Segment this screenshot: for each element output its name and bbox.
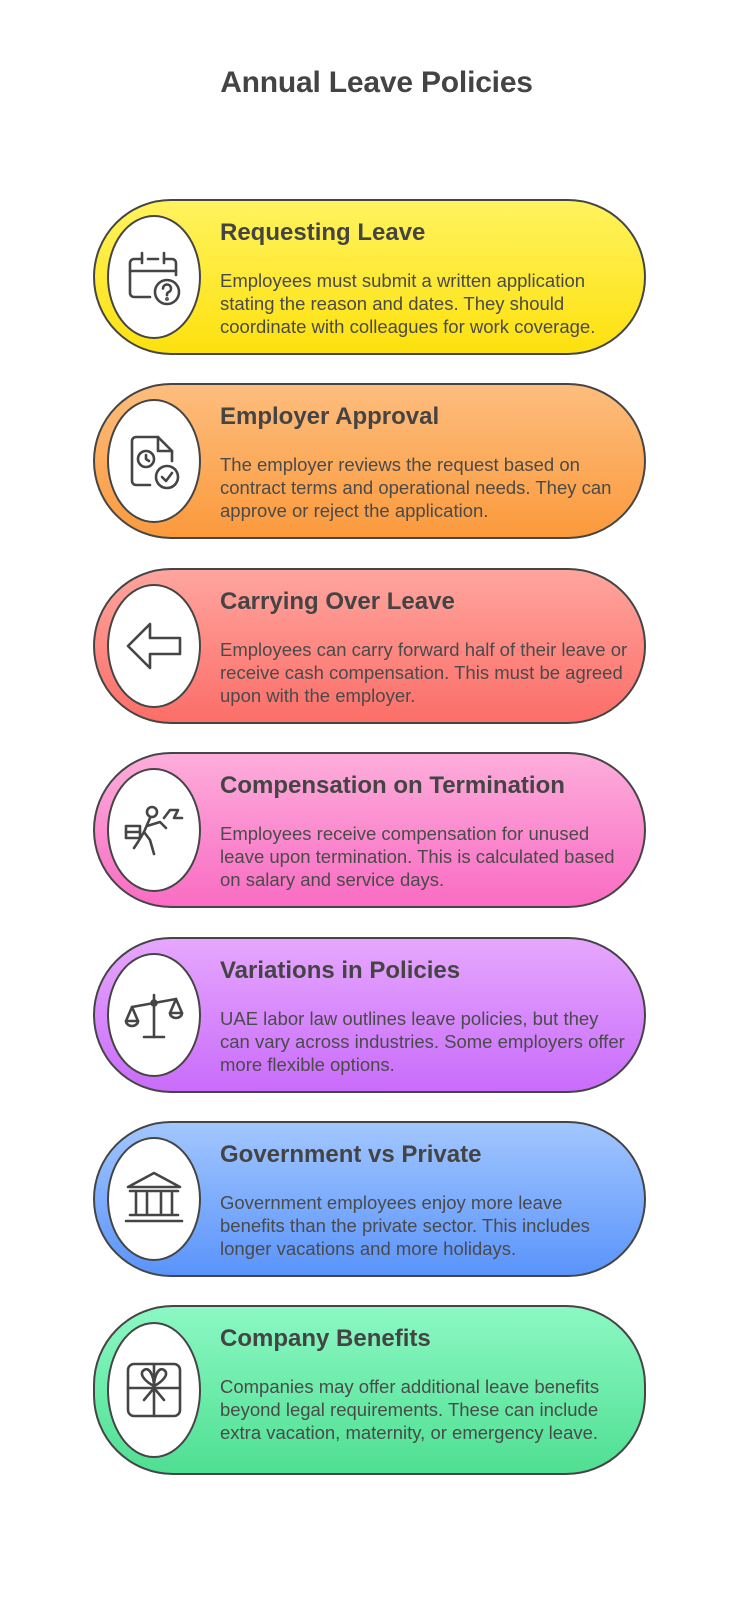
card-title: Government vs Private [220, 1141, 482, 1168]
document-clock-check-icon [120, 427, 188, 495]
card-carrying-over-leave [93, 568, 646, 724]
card-description: Companies may offer additional leave benefits beyond legal requirements. These can include extra vacation, maternity, or emergency leave. [220, 1376, 600, 1443]
card-requesting-leave [93, 199, 646, 355]
card-title: Carrying Over Leave [220, 588, 455, 615]
page-title: Annual Leave Policies [220, 66, 533, 99]
icon-badge [107, 215, 201, 339]
card-compensation-on-termination [93, 752, 646, 908]
government-building-icon [120, 1165, 188, 1233]
card-title: Variations in Policies [220, 957, 461, 984]
card-description: Employees must submit a written application stating the reason and dates. They should coordinate with colleagues for work coverage. [220, 270, 596, 337]
card-title: Employer Approval [220, 403, 440, 430]
icon-badge [107, 1322, 201, 1458]
person-leaving-icon [120, 796, 188, 864]
card-government-vs-private [93, 1121, 646, 1277]
card-employer-approval [93, 383, 646, 539]
card-title: Compensation on Termination [220, 772, 565, 799]
icon-badge [107, 399, 201, 523]
icon-badge [107, 768, 201, 892]
icon-badge [107, 953, 201, 1077]
card-description: Government employees enjoy more leave benefits than the private sector. This includes longer vacations and more holidays. [220, 1192, 590, 1259]
calendar-question-icon [120, 243, 188, 311]
arrow-left-icon [120, 612, 188, 680]
scale-icon [120, 981, 188, 1049]
icon-badge [107, 1137, 201, 1261]
icon-badge [107, 584, 201, 708]
gift-icon [120, 1356, 188, 1424]
card-title: Requesting Leave [220, 219, 426, 246]
card-description: Employees receive compensation for unused leave upon termination. This is calculated based on salary and service days. [220, 823, 615, 890]
card-description: The employer reviews the request based on contract terms and operational needs. They can approve or reject the application. [220, 454, 612, 521]
card-description: Employees can carry forward half of their leave or receive cash compensation. This must be agreed upon with the employer. [220, 639, 628, 706]
card-title: Company Benefits [220, 1325, 431, 1352]
card-variations-in-policies [93, 937, 646, 1093]
card-description: UAE labor law outlines leave policies, but they can vary across industries. Some employers offer more flexible options. [220, 1008, 625, 1075]
card-company-benefits [93, 1305, 646, 1475]
